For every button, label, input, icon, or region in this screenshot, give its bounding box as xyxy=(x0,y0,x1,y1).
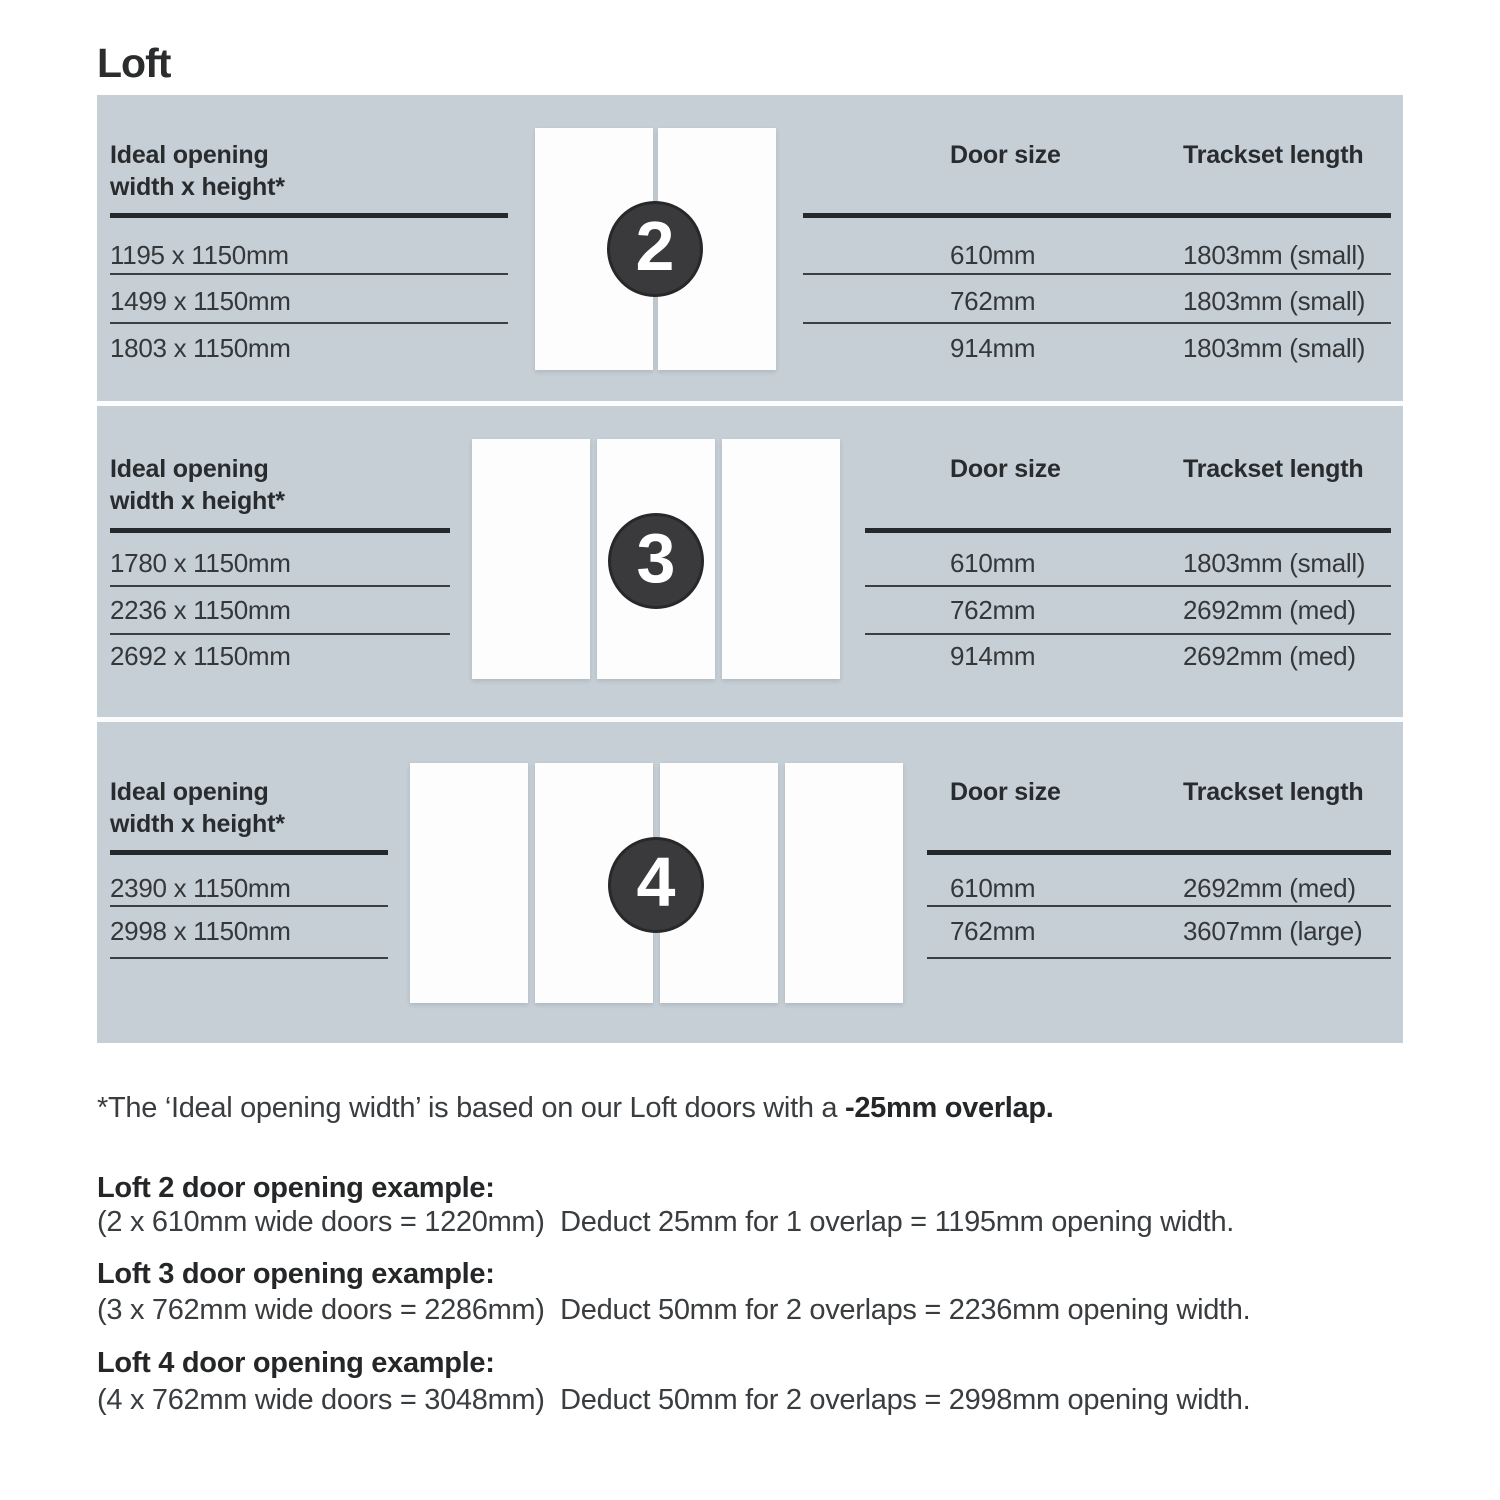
trackset-cell: 1803mm (small) xyxy=(1183,240,1366,270)
row-divider xyxy=(865,633,1391,635)
opening-size-cell: 2998 x 1150mm xyxy=(110,916,291,946)
opening-size-cell: 1195 x 1150mm xyxy=(110,240,289,270)
trackset-cell: 2692mm (med) xyxy=(1183,595,1356,625)
row-divider xyxy=(865,585,1391,587)
ideal-opening-header-line2: width x height* xyxy=(110,487,285,515)
door-size-header: Door size xyxy=(950,778,1061,806)
door-count-number: 4 xyxy=(636,843,676,921)
opening-size-cell: 2236 x 1150mm xyxy=(110,595,291,625)
header-rule xyxy=(110,213,508,218)
door-size-header: Door size xyxy=(950,141,1061,169)
example-3-door-body: (3 x 762mm wide doors = 2286mm) Deduct 50mm for 2 overlaps = 2236mm opening width. xyxy=(97,1294,1251,1326)
footnote-bold-text: -25mm overlap. xyxy=(845,1092,1054,1124)
door-size-header: Door size xyxy=(950,455,1061,483)
door-size-cell: 610mm xyxy=(950,240,1036,270)
trackset-cell: 2692mm (med) xyxy=(1183,641,1356,671)
row-divider xyxy=(927,957,1391,959)
example-3-door-heading: Loft 3 door opening example: xyxy=(97,1258,495,1290)
row-divider xyxy=(803,322,1391,324)
page-title: Loft xyxy=(97,40,171,86)
door-size-cell: 610mm xyxy=(950,873,1036,903)
example-4-door-body: (4 x 762mm wide doors = 3048mm) Deduct 50mm for 2 overlaps = 2998mm opening width. xyxy=(97,1384,1251,1416)
row-divider xyxy=(110,273,508,275)
door-count-badge xyxy=(608,513,704,609)
ideal-opening-header xyxy=(110,139,285,203)
row-divider xyxy=(803,273,1391,275)
trackset-cell: 2692mm (med) xyxy=(1183,873,1356,903)
example-4-door-heading: Loft 4 door opening example: xyxy=(97,1347,495,1379)
door-size-cell: 914mm xyxy=(950,641,1036,671)
door-panel xyxy=(410,763,528,1003)
door-size-cell: 914mm xyxy=(950,333,1036,363)
footnote xyxy=(97,1092,1054,1125)
header-rule xyxy=(803,213,1391,218)
section-separator xyxy=(97,401,1403,406)
trackset-cell: 1803mm (small) xyxy=(1183,333,1366,363)
trackset-cell: 1803mm (small) xyxy=(1183,286,1366,316)
ideal-opening-header-line2: width x height* xyxy=(110,173,285,201)
door-size-cell: 610mm xyxy=(950,548,1036,578)
door-size-cell: 762mm xyxy=(950,595,1036,625)
ideal-opening-header xyxy=(110,453,285,517)
footnote-text: *The ‘Ideal opening width’ is based on our Loft doors with a xyxy=(97,1092,845,1124)
door-size-cell: 762mm xyxy=(950,286,1036,316)
header-rule xyxy=(110,850,388,855)
example-2-door-body: (2 x 610mm wide doors = 1220mm) Deduct 25mm for 1 overlap = 1195mm opening width. xyxy=(97,1206,1235,1238)
header-rule xyxy=(865,528,1391,533)
opening-size-cell: 1803 x 1150mm xyxy=(110,333,291,363)
row-divider xyxy=(927,905,1391,907)
opening-size-cell: 2390 x 1150mm xyxy=(110,873,291,903)
ideal-opening-header xyxy=(110,776,285,840)
door-count-badge xyxy=(607,201,703,297)
header-rule xyxy=(110,528,450,533)
trackset-cell: 3607mm (large) xyxy=(1183,916,1363,946)
door-panel xyxy=(472,439,590,679)
door-size-cell: 762mm xyxy=(950,916,1036,946)
trackset-cell: 1803mm (small) xyxy=(1183,548,1366,578)
row-divider xyxy=(110,957,388,959)
ideal-opening-header-line1: Ideal opening xyxy=(110,141,269,169)
opening-size-cell: 2692 x 1150mm xyxy=(110,641,291,671)
trackset-length-header: Trackset length xyxy=(1183,455,1364,483)
example-2-door-heading: Loft 2 door opening example: xyxy=(97,1172,495,1204)
ideal-opening-header-line2: width x height* xyxy=(110,810,285,838)
row-divider xyxy=(110,322,508,324)
door-count-badge xyxy=(608,837,704,933)
door-panel xyxy=(785,763,903,1003)
opening-size-cell: 1499 x 1150mm xyxy=(110,286,291,316)
ideal-opening-header-line1: Ideal opening xyxy=(110,455,269,483)
row-divider xyxy=(110,585,450,587)
door-count-number: 2 xyxy=(635,207,675,285)
section-separator xyxy=(97,717,1403,722)
row-divider xyxy=(110,633,450,635)
size-chart-panel xyxy=(97,95,1403,1043)
row-divider xyxy=(110,905,388,907)
ideal-opening-header-line1: Ideal opening xyxy=(110,778,269,806)
door-panel xyxy=(722,439,840,679)
trackset-length-header: Trackset length xyxy=(1183,778,1364,806)
trackset-length-header: Trackset length xyxy=(1183,141,1364,169)
header-rule xyxy=(927,850,1391,855)
opening-size-cell: 1780 x 1150mm xyxy=(110,548,291,578)
door-count-number: 3 xyxy=(636,519,676,597)
